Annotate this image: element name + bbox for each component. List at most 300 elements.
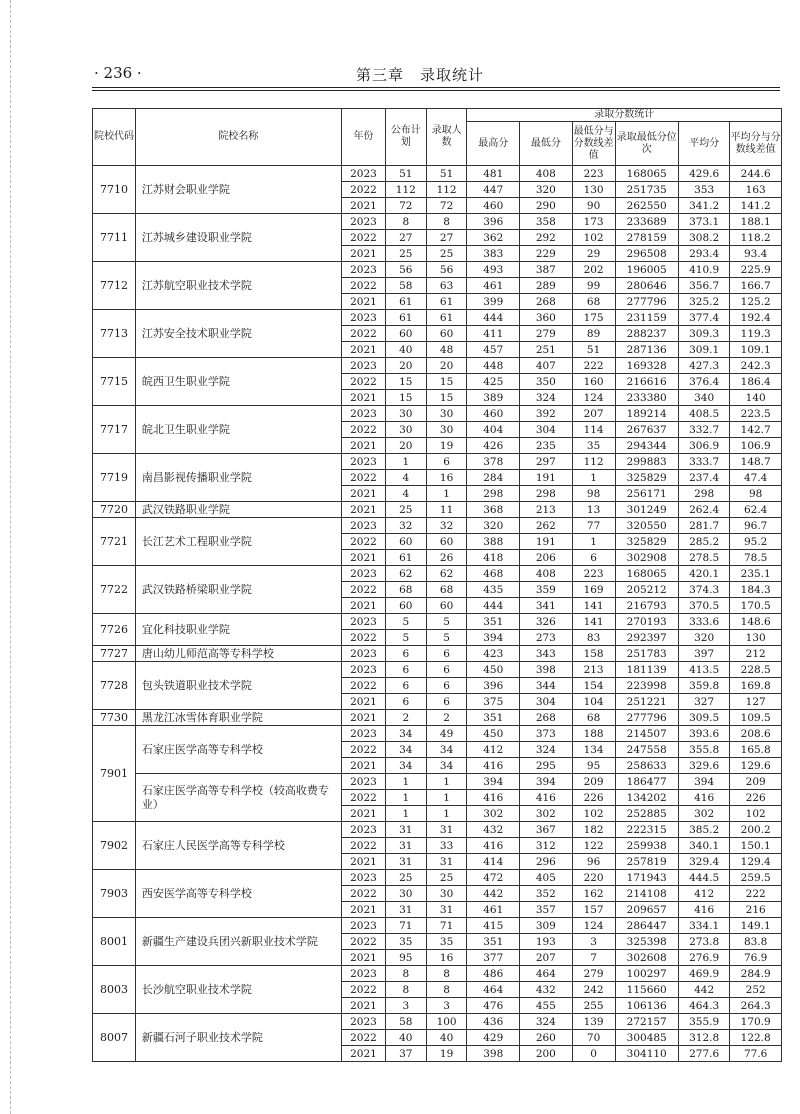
page-header: [94, 62, 782, 86]
cell-plan: 27: [385, 230, 426, 246]
cell-plan: 31: [385, 854, 426, 870]
cell-min-diff: 90: [572, 198, 615, 214]
cell-min: 394: [520, 774, 573, 790]
cell-admitted: 60: [426, 598, 467, 614]
cell-min-rank: 300485: [615, 1030, 678, 1046]
cell-admitted: 48: [426, 342, 467, 358]
cell-min: 464: [520, 966, 573, 982]
cell-min-diff: 104: [572, 694, 615, 710]
school-name: 西安医学高等专科学校: [135, 870, 341, 918]
cell-max: 416: [467, 838, 520, 854]
cell-min-diff: 3: [572, 934, 615, 950]
cell-min-diff: 122: [572, 838, 615, 854]
cell-max: 461: [467, 278, 520, 294]
cell-admitted: 16: [426, 950, 467, 966]
cell-plan: 61: [385, 310, 426, 326]
cell-max: 436: [467, 1014, 520, 1030]
cell-min: 341: [520, 598, 573, 614]
cell-min-diff: 222: [572, 358, 615, 374]
cell-min: 268: [520, 294, 573, 310]
school-code: 8007: [93, 1014, 136, 1062]
cell-min-rank: 292397: [615, 630, 678, 646]
cell-max: 416: [467, 790, 520, 806]
cell-admitted: 34: [426, 758, 467, 774]
cell-min-rank: 189214: [615, 406, 678, 422]
cell-max: 432: [467, 822, 520, 838]
cell-min: 191: [520, 534, 573, 550]
cell-max: 418: [467, 550, 520, 566]
cell-min: 352: [520, 886, 573, 902]
cell-min-diff: 188: [572, 726, 615, 742]
cell-max: 426: [467, 438, 520, 454]
school-name: 皖北卫生职业学院: [135, 406, 341, 454]
cell-max: 396: [467, 214, 520, 230]
cell-admitted: 11: [426, 502, 467, 518]
cell-avg-diff: 109.1: [730, 342, 782, 358]
cell-min: 191: [520, 470, 573, 486]
cell-year: 2023: [341, 310, 385, 326]
cell-min: 304: [520, 694, 573, 710]
cell-admitted: 49: [426, 726, 467, 742]
cell-year: 2023: [341, 1014, 385, 1030]
cell-min-rank: 233380: [615, 390, 678, 406]
cell-min: 273: [520, 630, 573, 646]
cell-avg-diff: 83.8: [730, 934, 782, 950]
cell-admitted: 25: [426, 870, 467, 886]
cell-avg-diff: 242.3: [730, 358, 782, 374]
cell-avg-diff: 170.5: [730, 598, 782, 614]
cell-min-diff: 141: [572, 598, 615, 614]
school-code: 7902: [93, 822, 136, 870]
cell-avg: 237.4: [678, 470, 730, 486]
cell-min: 251: [520, 342, 573, 358]
cell-min-rank: 233689: [615, 214, 678, 230]
cell-min-diff: 207: [572, 406, 615, 422]
cell-avg-diff: 76.9: [730, 950, 782, 966]
cell-min-rank: 325829: [615, 534, 678, 550]
cell-admitted: 112: [426, 182, 467, 198]
cell-avg-diff: 119.3: [730, 326, 782, 342]
cell-avg: 340: [678, 390, 730, 406]
cell-avg-diff: 77.6: [730, 1046, 782, 1062]
cell-min-rank: 296508: [615, 246, 678, 262]
cell-avg-diff: 102: [730, 806, 782, 822]
cell-admitted: 6: [426, 454, 467, 470]
cell-min-diff: 162: [572, 886, 615, 902]
cell-avg: 377.4: [678, 310, 730, 326]
cell-min-diff: 98: [572, 486, 615, 502]
cell-min-diff: 220: [572, 870, 615, 886]
cell-max: 460: [467, 406, 520, 422]
school-code: 7713: [93, 310, 136, 358]
cell-min: 343: [520, 646, 573, 662]
cell-min-diff: 255: [572, 998, 615, 1014]
cell-min: 344: [520, 678, 573, 694]
cell-max: 351: [467, 934, 520, 950]
cell-min-diff: 95: [572, 758, 615, 774]
cell-min: 324: [520, 1014, 573, 1030]
header-rule: [92, 87, 780, 88]
school-code: 7721: [93, 518, 136, 566]
cell-max: 411: [467, 326, 520, 342]
cell-plan: 40: [385, 1030, 426, 1046]
cell-year: 2022: [341, 230, 385, 246]
cell-avg: 429.6: [678, 166, 730, 182]
cell-admitted: 63: [426, 278, 467, 294]
cell-min-rank: 222315: [615, 822, 678, 838]
cell-plan: 6: [385, 646, 426, 662]
cell-max: 320: [467, 518, 520, 534]
cell-avg: 327: [678, 694, 730, 710]
table-row: [93, 518, 782, 534]
cell-max: 302: [467, 806, 520, 822]
school-name: 武汉铁路桥梁职业学院: [135, 566, 341, 614]
cell-min: 357: [520, 902, 573, 918]
cell-admitted: 30: [426, 422, 467, 438]
cell-year: 2022: [341, 742, 385, 758]
col-header-max: 最高分: [467, 122, 520, 166]
table-row: [93, 774, 782, 790]
cell-min-rank: 256171: [615, 486, 678, 502]
cell-min: 408: [520, 566, 573, 582]
table-row: [93, 710, 782, 726]
cell-year: 2023: [341, 646, 385, 662]
cell-avg-diff: 118.2: [730, 230, 782, 246]
cell-max: 375: [467, 694, 520, 710]
cell-year: 2023: [341, 358, 385, 374]
cell-avg: 293.4: [678, 246, 730, 262]
cell-year: 2021: [341, 342, 385, 358]
binding-margin-line: [10, 0, 11, 1114]
table-row: [93, 966, 782, 982]
cell-year: 2021: [341, 1046, 385, 1062]
cell-plan: 95: [385, 950, 426, 966]
school-name: 石家庄医学高等专科学校（较高收费专业）: [135, 774, 341, 822]
cell-avg-diff: 96.7: [730, 518, 782, 534]
cell-plan: 37: [385, 1046, 426, 1062]
cell-year: 2023: [341, 726, 385, 742]
cell-plan: 30: [385, 422, 426, 438]
cell-plan: 15: [385, 374, 426, 390]
cell-plan: 2: [385, 710, 426, 726]
cell-year: 2021: [341, 502, 385, 518]
cell-min-rank: 270193: [615, 614, 678, 630]
cell-min: 408: [520, 166, 573, 182]
cell-plan: 6: [385, 678, 426, 694]
cell-min-rank: 272157: [615, 1014, 678, 1030]
cell-max: 412: [467, 742, 520, 758]
cell-min-diff: 35: [572, 438, 615, 454]
cell-min: 398: [520, 662, 573, 678]
school-code: 7710: [93, 166, 136, 214]
cell-avg: 413.5: [678, 662, 730, 678]
cell-avg-diff: 166.7: [730, 278, 782, 294]
cell-plan: 40: [385, 342, 426, 358]
cell-avg-diff: 188.1: [730, 214, 782, 230]
cell-min-diff: 70: [572, 1030, 615, 1046]
cell-avg-diff: 98: [730, 486, 782, 502]
cell-admitted: 30: [426, 886, 467, 902]
cell-year: 2022: [341, 278, 385, 294]
cell-admitted: 6: [426, 694, 467, 710]
cell-min: 312: [520, 838, 573, 854]
table-row: [93, 870, 782, 886]
cell-plan: 4: [385, 470, 426, 486]
cell-year: 2023: [341, 262, 385, 278]
cell-year: 2021: [341, 438, 385, 454]
cell-min: 416: [520, 790, 573, 806]
cell-min: 213: [520, 502, 573, 518]
cell-min-diff: 242: [572, 982, 615, 998]
cell-year: 2021: [341, 294, 385, 310]
cell-min: 302: [520, 806, 573, 822]
cell-admitted: 19: [426, 438, 467, 454]
cell-admitted: 15: [426, 390, 467, 406]
cell-max: 423: [467, 646, 520, 662]
cell-max: 398: [467, 1046, 520, 1062]
school-code: 7901: [93, 726, 136, 822]
cell-avg-diff: 228.5: [730, 662, 782, 678]
cell-avg-diff: 216: [730, 902, 782, 918]
cell-avg-diff: 93.4: [730, 246, 782, 262]
cell-min-rank: 251221: [615, 694, 678, 710]
cell-plan: 68: [385, 582, 426, 598]
cell-avg: 325.2: [678, 294, 730, 310]
cell-year: 2023: [341, 966, 385, 982]
cell-year: 2022: [341, 630, 385, 646]
cell-min-rank: 262550: [615, 198, 678, 214]
cell-admitted: 25: [426, 246, 467, 262]
cell-min-diff: 77: [572, 518, 615, 534]
school-name: 长沙航空职业技术学院: [135, 966, 341, 1014]
cell-max: 486: [467, 966, 520, 982]
cell-admitted: 30: [426, 406, 467, 422]
cell-year: 2022: [341, 182, 385, 198]
cell-plan: 72: [385, 198, 426, 214]
cell-max: 435: [467, 582, 520, 598]
cell-year: 2022: [341, 470, 385, 486]
cell-min: 367: [520, 822, 573, 838]
cell-min-rank: 302908: [615, 550, 678, 566]
cell-avg-diff: 222: [730, 886, 782, 902]
cell-admitted: 51: [426, 166, 467, 182]
cell-avg: 302: [678, 806, 730, 822]
cell-plan: 58: [385, 1014, 426, 1030]
cell-avg-diff: 284.9: [730, 966, 782, 982]
cell-avg-diff: 163: [730, 182, 782, 198]
cell-min: 373: [520, 726, 573, 742]
cell-avg: 281.7: [678, 518, 730, 534]
cell-year: 2021: [341, 854, 385, 870]
school-name: 石家庄医学高等专科学校: [135, 726, 341, 774]
cell-min: 229: [520, 246, 573, 262]
cell-min-diff: 279: [572, 966, 615, 982]
cell-avg: 278.5: [678, 550, 730, 566]
cell-plan: 56: [385, 262, 426, 278]
cell-min: 324: [520, 742, 573, 758]
cell-min: 432: [520, 982, 573, 998]
cell-min-diff: 182: [572, 822, 615, 838]
cell-admitted: 1: [426, 486, 467, 502]
cell-min-rank: 100297: [615, 966, 678, 982]
cell-avg-diff: 148.7: [730, 454, 782, 470]
cell-plan: 61: [385, 294, 426, 310]
cell-min-rank: 214507: [615, 726, 678, 742]
cell-max: 394: [467, 774, 520, 790]
cell-min: 320: [520, 182, 573, 198]
cell-max: 362: [467, 230, 520, 246]
cell-plan: 71: [385, 918, 426, 934]
cell-admitted: 71: [426, 918, 467, 934]
cell-min: 360: [520, 310, 573, 326]
cell-avg-diff: 212: [730, 646, 782, 662]
cell-min-rank: 171943: [615, 870, 678, 886]
cell-avg-diff: 78.5: [730, 550, 782, 566]
cell-max: 394: [467, 630, 520, 646]
cell-avg: 273.8: [678, 934, 730, 950]
school-name: 武汉铁路职业学院: [135, 502, 341, 518]
cell-plan: 58: [385, 278, 426, 294]
cell-avg: 355.8: [678, 742, 730, 758]
cell-avg: 341.2: [678, 198, 730, 214]
cell-avg-diff: 109.5: [730, 710, 782, 726]
cell-max: 415: [467, 918, 520, 934]
school-code: 8003: [93, 966, 136, 1014]
cell-admitted: 3: [426, 998, 467, 1014]
table-row: [93, 262, 782, 278]
table-row: [93, 822, 782, 838]
cell-avg-diff: 244.6: [730, 166, 782, 182]
cell-plan: 1: [385, 774, 426, 790]
col-header-admitted: 录取人数: [426, 109, 467, 166]
cell-max: 388: [467, 534, 520, 550]
cell-year: 2023: [341, 662, 385, 678]
cell-year: 2022: [341, 934, 385, 950]
cell-min-rank: 196005: [615, 262, 678, 278]
cell-avg-diff: 141.2: [730, 198, 782, 214]
cell-max: 481: [467, 166, 520, 182]
cell-avg: 306.9: [678, 438, 730, 454]
cell-plan: 5: [385, 630, 426, 646]
cell-admitted: 26: [426, 550, 467, 566]
cell-admitted: 1: [426, 774, 467, 790]
cell-max: 298: [467, 486, 520, 502]
cell-min-rank: 134202: [615, 790, 678, 806]
cell-avg: 309.3: [678, 326, 730, 342]
cell-avg: 394: [678, 774, 730, 790]
cell-avg: 333.6: [678, 614, 730, 630]
cell-avg-diff: 130: [730, 630, 782, 646]
cell-avg-diff: 259.5: [730, 870, 782, 886]
cell-admitted: 20: [426, 358, 467, 374]
cell-admitted: 8: [426, 966, 467, 982]
cell-year: 2023: [341, 918, 385, 934]
cell-admitted: 72: [426, 198, 467, 214]
cell-plan: 32: [385, 518, 426, 534]
cell-avg: 333.7: [678, 454, 730, 470]
cell-avg-diff: 170.9: [730, 1014, 782, 1030]
cell-min-diff: 223: [572, 566, 615, 582]
cell-year: 2021: [341, 598, 385, 614]
cell-avg: 320: [678, 630, 730, 646]
col-header-plan: 公布计划: [385, 109, 426, 166]
cell-min: 324: [520, 390, 573, 406]
cell-avg: 309.1: [678, 342, 730, 358]
cell-min-rank: 252885: [615, 806, 678, 822]
school-name: 江苏财会职业学院: [135, 166, 341, 214]
cell-min-diff: 68: [572, 710, 615, 726]
cell-min: 392: [520, 406, 573, 422]
cell-max: 461: [467, 902, 520, 918]
cell-max: 493: [467, 262, 520, 278]
cell-year: 2021: [341, 390, 385, 406]
cell-max: 429: [467, 1030, 520, 1046]
cell-min: 207: [520, 950, 573, 966]
cell-plan: 31: [385, 838, 426, 854]
cell-admitted: 6: [426, 646, 467, 662]
cell-avg-diff: 129.6: [730, 758, 782, 774]
school-code: 7715: [93, 358, 136, 406]
cell-avg: 356.7: [678, 278, 730, 294]
cell-plan: 1: [385, 806, 426, 822]
cell-admitted: 19: [426, 1046, 467, 1062]
table-row: [93, 614, 782, 630]
cell-plan: 60: [385, 534, 426, 550]
cell-max: 444: [467, 598, 520, 614]
cell-plan: 20: [385, 358, 426, 374]
cell-plan: 31: [385, 902, 426, 918]
cell-max: 284: [467, 470, 520, 486]
cell-plan: 62: [385, 566, 426, 582]
cell-admitted: 31: [426, 854, 467, 870]
cell-min-rank: 302608: [615, 950, 678, 966]
cell-min-rank: 168065: [615, 566, 678, 582]
cell-admitted: 100: [426, 1014, 467, 1030]
cell-avg: 309.5: [678, 710, 730, 726]
col-header-min-diff: 最低分与分数线差值: [572, 122, 615, 166]
col-header-name: 院校名称: [135, 109, 341, 166]
cell-min-diff: 0: [572, 1046, 615, 1062]
cell-plan: 34: [385, 742, 426, 758]
cell-admitted: 60: [426, 326, 467, 342]
cell-avg-diff: 208.6: [730, 726, 782, 742]
cell-plan: 20: [385, 438, 426, 454]
cell-year: 2021: [341, 998, 385, 1014]
cell-avg-diff: 150.1: [730, 838, 782, 854]
admission-statistics-table: [92, 108, 782, 1062]
cell-min-rank: 257819: [615, 854, 678, 870]
school-name: 唐山幼儿师范高等专科学校: [135, 646, 341, 662]
cell-avg: 332.7: [678, 422, 730, 438]
cell-min-rank: 299883: [615, 454, 678, 470]
school-name: 江苏安全技术职业学院: [135, 310, 341, 358]
cell-min-diff: 114: [572, 422, 615, 438]
cell-min-rank: 168065: [615, 166, 678, 182]
cell-year: 2023: [341, 870, 385, 886]
cell-min-diff: 160: [572, 374, 615, 390]
cell-year: 2023: [341, 454, 385, 470]
cell-plan: 25: [385, 870, 426, 886]
school-code: 7717: [93, 406, 136, 454]
cell-avg: 359.8: [678, 678, 730, 694]
cell-min: 235: [520, 438, 573, 454]
cell-year: 2021: [341, 694, 385, 710]
cell-avg-diff: 264.3: [730, 998, 782, 1014]
school-name: 南昌影视传播职业学院: [135, 454, 341, 502]
school-code: 7903: [93, 870, 136, 918]
cell-min-rank: 186477: [615, 774, 678, 790]
cell-year: 2022: [341, 678, 385, 694]
